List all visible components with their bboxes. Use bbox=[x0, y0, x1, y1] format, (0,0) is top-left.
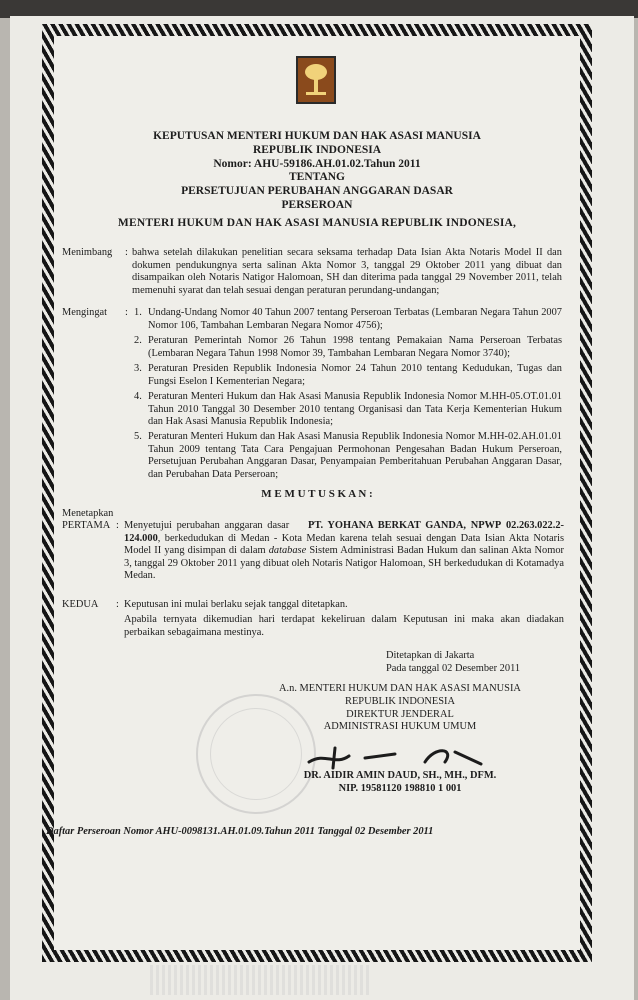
header-line-4: TENTANG bbox=[288, 171, 346, 184]
mengingat-item-num: 4. bbox=[134, 391, 142, 402]
header-line-1: KEPUTUSAN MENTERI HUKUM DAN HAK ASASI MANUSIA bbox=[153, 130, 481, 142]
kedua-note: Apabila ternyata dikemudian hari terdapat kekeliruan dalam Keputusan ini maka akan diadakan perbaikan sebagaimana mestinya. bbox=[124, 614, 564, 638]
signatory-name-block bbox=[250, 769, 550, 795]
signatory-name: DR. AIDIR AMIN DAUD, SH., MH., DFM. bbox=[303, 770, 497, 781]
mengingat-item-text: Peraturan Presiden Republik Indonesia Nomor 24 Tahun 2010 tentang Kedudukan, Tugas dan Fungsi Eselon I Kementerian Negara; bbox=[148, 363, 562, 387]
pertama-colon: : bbox=[116, 520, 119, 531]
mengingat-item-num: 3. bbox=[134, 363, 142, 374]
registration-footer: Daftar Perseroan Nomor AHU-0098131.AH.01.09.Tahun 2011 Tanggal 02 Desember 2011 bbox=[46, 826, 434, 837]
menimbang-label: Menimbang bbox=[62, 247, 113, 258]
menimbang-text: bahwa setelah dilakukan penelitian secara seksama terhadap Data Isian Akta Notaris Model II dan dokumen pendukungnya serta salinan Akta Nomor 3, tanggal 29 Oktober 2011 yang dibuat dan disampaikan oleh Notaris Natigor Halomoan, SH dan diterima pada tanggal 29 November 2011, telah memenuhi syarat dan telah sesuai dengan peraturan perundang-undangan; bbox=[132, 247, 562, 296]
pertama-rest-2: Sistem Administrasi Badan Hukum dan salinan Akta Nomor 3, tanggal 29 Oktober 2011 yang dibuat oleh Notaris Natigor Halomoan, SH berkedudukan di Kotamadya Medan. bbox=[124, 545, 564, 582]
pertama-label: PERTAMA bbox=[62, 520, 111, 531]
npwp-number: 02.263.022.2-124.000 bbox=[124, 520, 564, 544]
signatory-nip: NIP. 19581120 198810 1 001 bbox=[338, 783, 462, 794]
garuda-emblem-icon bbox=[296, 56, 336, 104]
memutuskan-heading: M E M U T U S K A N : bbox=[261, 488, 373, 500]
header-line-2: REPUBLIK INDONESIA bbox=[252, 143, 382, 156]
pertama-intro: Menyetujui perubahan anggaran dasar bbox=[124, 520, 290, 531]
menetapkan-label: Menetapkan bbox=[62, 508, 114, 519]
kedua-text: Keputusan ini mulai berlaku sejak tanggal ditetapkan. bbox=[124, 599, 348, 610]
mengingat-item-text: Peraturan Pemerintah Nomor 26 Tahun 1998 tentang Pemakaian Nama Perseroan Terbatas (Lembaran Negara Tahun 1998 Nomor 39, Tambahan Lembaran Negara Nomor 3740); bbox=[148, 335, 562, 359]
signatory-an: A.n. MENTERI HUKUM DAN HAK ASASI MANUSIA bbox=[279, 683, 521, 694]
embossed-marks bbox=[150, 965, 370, 995]
signature-icon bbox=[305, 738, 495, 772]
mengingat-item-num: 1. bbox=[134, 307, 142, 318]
pertama-rest: , berkedudukan di Medan - Kota Medan karena telah sesuai dengan Data Isian Akta Notaris Model II yang disimpan di dalam bbox=[124, 532, 564, 557]
mengingat-item-num: 5. bbox=[134, 431, 142, 442]
kedua-colon: : bbox=[116, 599, 119, 610]
mengingat-item-num: 2. bbox=[134, 335, 142, 346]
header-line-3: Nomor: AHU-59186.AH.01.02.Tahun 2011 bbox=[213, 157, 421, 170]
pertama-text bbox=[124, 520, 564, 583]
decree-header bbox=[60, 130, 574, 213]
kedua-label: KEDUA bbox=[62, 599, 99, 610]
minister-title: MENTERI HUKUM DAN HAK ASASI MANUSIA REPUBLIK INDONESIA, bbox=[117, 217, 517, 229]
mengingat-item-text: Peraturan Menteri Hukum dan Hak Asasi Manusia Republik Indonesia Nomor M.HH-02.AH.01.01 Tahun 2009 tentang Tata Cara Pengajuan Permohonan Pengesahan Badan Hukum Perseroan, Persetujuan Perubahan Anggaran Dasar, Penyampaian Pemberitahuan Perubahan Anggaran Dasar, dan Perubahan Data Perseroan; bbox=[148, 431, 562, 480]
database-word: database bbox=[268, 545, 307, 557]
signatory-ahu: ADMINISTRASI HUKUM UMUM bbox=[323, 721, 477, 733]
official-stamp-icon bbox=[196, 694, 316, 814]
mengingat-item-text: Undang-Undang Nomor 40 Tahun 2007 tentang Perseroan Terbatas (Lembaran Negara Tahun 2007 Nomor 106, Tambahan Lembaran Negara Nomor 4756); bbox=[148, 307, 562, 331]
header-line-6: PERSEROAN bbox=[281, 198, 353, 211]
ditetapkan-place: Ditetapkan di Jakarta bbox=[386, 650, 475, 661]
ditetapkan-date: Pada tanggal 02 Desember 2011 bbox=[386, 663, 521, 674]
menimbang-colon: : bbox=[125, 247, 128, 258]
mengingat-label: Mengingat bbox=[62, 307, 108, 318]
header-line-5: PERSETUJUAN PERUBAHAN ANGGARAN DASAR bbox=[181, 185, 453, 198]
signatory-dirjen: DIREKTUR JENDERAL bbox=[346, 708, 454, 720]
mengingat-colon: : bbox=[125, 307, 128, 318]
mengingat-item-text: Peraturan Menteri Hukum dan Hak Asasi Manusia Republik Indonesia Nomor M.HH-05.OT.01.01 Tahun 2010 Tanggal 30 Desember 2010 tentang Organisasi dan Tata Kerja Kementerian Hukum dan Hak Asasi Manusia Republik Indonesia; bbox=[148, 391, 562, 428]
signatory-ri: REPUBLIK INDONESIA bbox=[345, 695, 455, 707]
company-name: PT. YOHANA BERKAT GANDA bbox=[308, 520, 464, 531]
npwp-label: , NPWP bbox=[463, 520, 502, 531]
